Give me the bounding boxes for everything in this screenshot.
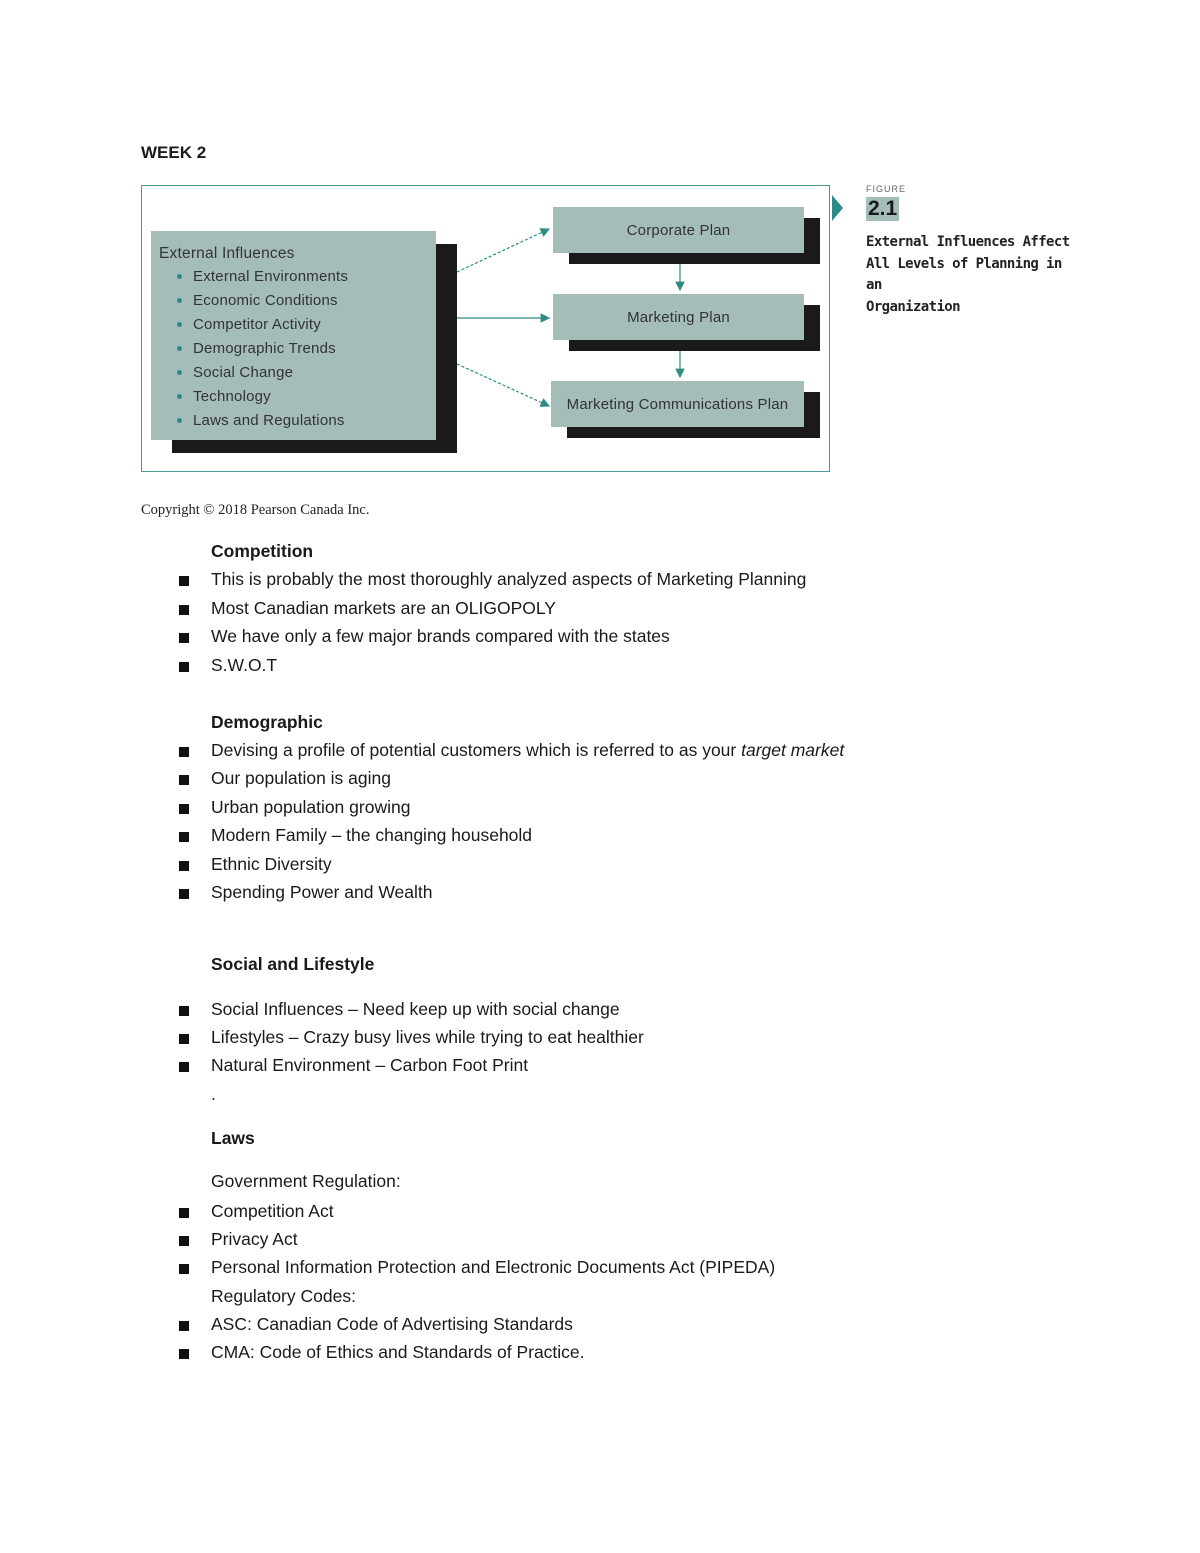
bullet-square-icon: [179, 633, 189, 643]
social-item: Natural Environment – Carbon Foot Print: [211, 1055, 529, 1075]
regulatory-codes-label: Regulatory Codes:: [211, 1286, 356, 1306]
demographic-item: Urban population growing: [211, 797, 411, 817]
bullet-square-icon: [179, 861, 189, 871]
code-item: ASC: Canadian Code of Advertising Standards: [211, 1314, 573, 1334]
demographic-item: [211, 740, 844, 761]
figure-caption: [866, 232, 1076, 318]
bullet-square-icon: [179, 1062, 189, 1072]
external-influences-box: [151, 231, 436, 440]
external-influences-title: External Influences: [159, 245, 295, 262]
competition-item: We have only a few major brands compared with the states: [211, 626, 670, 646]
bullet-square-icon: [179, 747, 189, 757]
external-influence-item: Economic Conditions: [177, 289, 436, 313]
arrow-to-marketing-communications-plan: [457, 364, 549, 406]
bullet-square-icon: [179, 804, 189, 814]
figure-caption-line: All Levels of Planning in an: [866, 255, 1062, 293]
regulation-item: Personal Information Protection and Electronic Documents Act (PIPEDA): [211, 1257, 776, 1277]
bullet-square-icon: [179, 605, 189, 615]
demographic-item: Modern Family – the changing household: [211, 825, 533, 845]
demographic-item: Ethnic Diversity: [211, 854, 332, 874]
figure-number: 2.1: [868, 197, 898, 220]
external-influence-item: Demographic Trends: [177, 337, 436, 361]
bullet-square-icon: [179, 1349, 189, 1359]
social-item: Social Influences – Need keep up with social change: [211, 999, 620, 1019]
bullet-square-icon: [179, 1236, 189, 1246]
demographic-item: Spending Power and Wealth: [211, 882, 433, 902]
arrow-to-corporate-plan: [457, 229, 549, 272]
demographic-heading: Demographic: [211, 712, 323, 732]
figure-caption-line: External Influences Affect: [866, 234, 1070, 250]
external-influence-item: Social Change: [177, 361, 436, 385]
demographic-item-text: Devising a profile of potential customers which is referred to as your: [211, 740, 742, 760]
external-influence-item: Competitor Activity: [177, 313, 436, 337]
social-trailing-mark: .: [211, 1084, 216, 1104]
marketing-plan-box: Marketing Plan: [553, 294, 804, 340]
code-item: CMA: Code of Ethics and Standards of Practice.: [211, 1342, 585, 1362]
competition-item: Most Canadian markets are an OLIGOPOLY: [211, 598, 556, 618]
laws-heading: Laws: [211, 1128, 255, 1148]
figure-caption-line: Organization: [866, 298, 960, 315]
external-influence-item: Laws and Regulations: [177, 409, 436, 433]
figure-label: FIGURE: [866, 184, 907, 194]
demographic-item: Our population is aging: [211, 768, 391, 788]
marketing-communications-plan-box: Marketing Communications Plan: [551, 381, 804, 427]
bullet-square-icon: [179, 1321, 189, 1331]
corporate-plan-box: Corporate Plan: [553, 207, 804, 253]
competition-heading: Competition: [211, 541, 314, 561]
bullet-square-icon: [179, 1034, 189, 1044]
bullet-square-icon: [179, 576, 189, 586]
figure-pointer-icon: [832, 195, 843, 221]
external-influences-list: [159, 265, 436, 433]
external-influence-item: Technology: [177, 385, 436, 409]
bullet-square-icon: [179, 662, 189, 672]
competition-item: S.W.O.T: [211, 655, 278, 675]
competition-item: This is probably the most thoroughly analyzed aspects of Marketing Planning: [211, 569, 807, 589]
target-market-emphasis: target market: [741, 740, 845, 760]
regulation-item: Competition Act: [211, 1201, 334, 1221]
copyright-notice: Copyright © 2018 Pearson Canada Inc.: [141, 502, 370, 518]
bullet-square-icon: [179, 775, 189, 785]
government-regulation-label: Government Regulation:: [211, 1171, 401, 1191]
regulation-item: Privacy Act: [211, 1229, 298, 1249]
bullet-square-icon: [179, 1264, 189, 1274]
external-influence-item: External Environments: [177, 265, 436, 289]
bullet-square-icon: [179, 889, 189, 899]
bullet-square-icon: [179, 832, 189, 842]
page-title: WEEK 2: [141, 143, 207, 162]
social-item: Lifestyles – Crazy busy lives while trying to eat healthier: [211, 1027, 644, 1047]
bullet-square-icon: [179, 1006, 189, 1016]
bullet-square-icon: [179, 1208, 189, 1218]
social-heading: Social and Lifestyle: [211, 954, 375, 974]
